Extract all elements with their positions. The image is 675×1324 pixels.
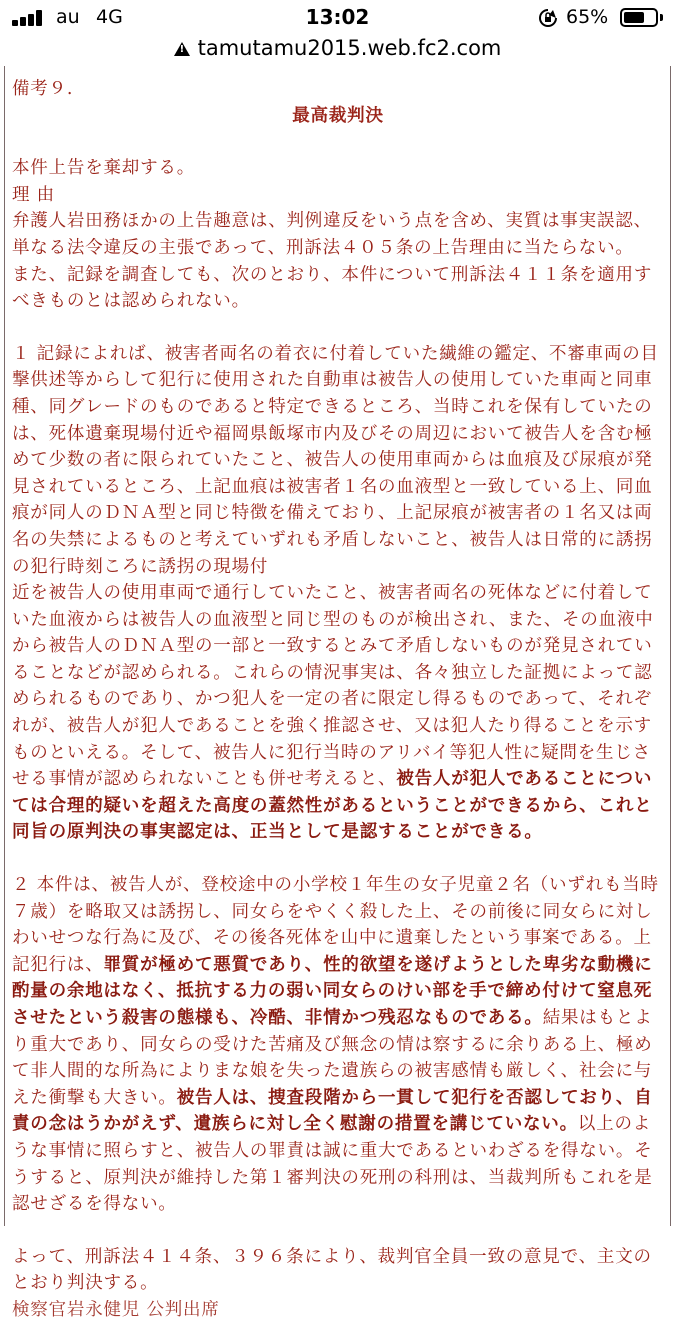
status-time: 13:02 <box>305 5 370 29</box>
address-bar[interactable] <box>0 36 675 66</box>
note-label: 備考９. <box>12 79 74 99</box>
status-bar <box>0 0 675 36</box>
section-2-plain-1: ２ 本件は、被告人が、登校途中の小学校１年生の女子児童２名（いずれも当時７歳）を略取又は誘拐し、同女らをやくく殺した上、その前後に同女らに対しわいせつな行為に及び、その後各死体を山中に遺棄したという事案である。上記犯行は、 <box>12 875 659 975</box>
carrier-name: au <box>56 6 80 28</box>
orientation-lock-icon <box>538 8 558 28</box>
url-text[interactable]: tamutamu2015.web.fc2.com <box>197 36 502 60</box>
cutoff-line: 検察官岩永健児 公判出席 <box>12 1299 220 1320</box>
spacer <box>12 1218 664 1244</box>
document-body <box>12 76 664 1324</box>
section-2-plain-3: 以上のような事情に照らすと、被告人の罪責は誠に重大であるといわざるを得ない。そうすると、原判決が維持した第１審判決の死刑の科刑は、当裁判所もこれを是認せざるを得ない。 <box>12 1114 653 1215</box>
section-2 <box>12 872 664 1218</box>
battery-level <box>624 12 644 23</box>
reason-heading: 理 由 <box>12 184 55 205</box>
spacer <box>12 315 664 341</box>
review-paragraph: また、記録を調査しても、次のとおり、本件について刑訴法４１１条を適用すべきものとは認められない。 <box>12 264 653 312</box>
web-page[interactable] <box>0 66 675 1320</box>
battery-nub <box>660 14 663 21</box>
section-1-part-1: １ 記録によれば、被害者両名の着衣に付着していた繊維の鑑定、不審車両の目撃供述等からして犯行に使用された自動車は被告人の使用していた車両と同車種、同グレードのものであると特定できるところ、当時これを保有していたのは、死体遺棄現場付近や福岡県飯塚市内及びその周辺において被告人を含む極めて少数の者に限られていたこと、被告人の使用車両からは血痕及び尿痕が発見されているところ、上記血痕は被害者１名の血液型と一致している上、同血痕が同人のＤＮＡ型と同じ特徴を備えており、上記尿痕が被害者の１名又は両名の失禁によるものと考えていずれも矛盾しないこと、被告人は日常的に誘拐の犯行時刻ころに誘拐の現場付 <box>12 343 659 577</box>
section-2-emphasis-1: 罪質が極めて悪質であり、性的欲望を遂げようとした卑劣な動機に酌量の余地はなく、抵抗する力の弱い同女らのけい部を手で締め付けて窒息死させたという殺害の態様も、冷酷、非情かつ残忍なものである。 <box>12 954 653 1028</box>
section-1-emphasis: 被告人が犯人であることについては合理的疑いを超えた高度の蓋然性があるということができるから、これと同旨の原判決の事実認定は、正当として是認することができる。 <box>12 769 653 843</box>
spacer <box>12 846 664 872</box>
battery-percent: 65% <box>566 6 609 28</box>
section-2-emphasis-2: 被告人は、捜査段階から一貫して犯行を否認しており、自責の念はうかがえず、遺族らに対し全く慰謝の措置を講じていない。 <box>12 1087 653 1135</box>
section-2-plain-2: 結果はもとより重大であり、同女らの受けた苦痛及び無念の情は察するに余りある上、極めて非人間的な所為によりまな娘を失った遺族らの被害感情も厳しく、社会に与えた衝撃も大きい。 <box>12 1008 653 1108</box>
warning-icon <box>174 42 190 56</box>
dismissal-text: 本件上告を棄却する。 <box>12 158 195 179</box>
conclusion-paragraph: よって、刑訴法４１４条、３９６条により、裁判官全員一致の意見で、主文のとおり判決する。 <box>12 1246 652 1294</box>
section-1-part-2 <box>12 580 664 846</box>
section-1-plain: 近を被告人の使用車両で通行していたこと、被害者両名の死体などに付着していた血液からは被告人の血液型と同じ型のものが検出され、また、その血液中から被告人のＤＮＡ型の一部と一致するとみて矛盾しないものが発見されていることなどが認められる。これらの情況事実は、各々独立した証拠によって認められるものであり、かつ犯人を一定の者に限定し得るものであって、それぞれが、被告人が犯人であることを強く推認させ、又は犯人たり得ることを示すものといえる。そして、被告人に犯行当時のアリバイ等犯人性に疑問を生じさせる事情が認められないことも併せ考えると、 <box>12 583 654 790</box>
spacer <box>12 129 664 155</box>
appeal-paragraph: 弁護人岩田務ほかの上告趣意は、判例違反をいう点を含め、実質は事実誤認、単なる法令違反の主張であって、刑訴法４０５条の上告理由に当たらない。 <box>12 211 652 258</box>
battery-icon <box>620 8 658 27</box>
network-type: 4G <box>96 6 123 28</box>
page-title: 最高裁判決 <box>292 105 384 126</box>
